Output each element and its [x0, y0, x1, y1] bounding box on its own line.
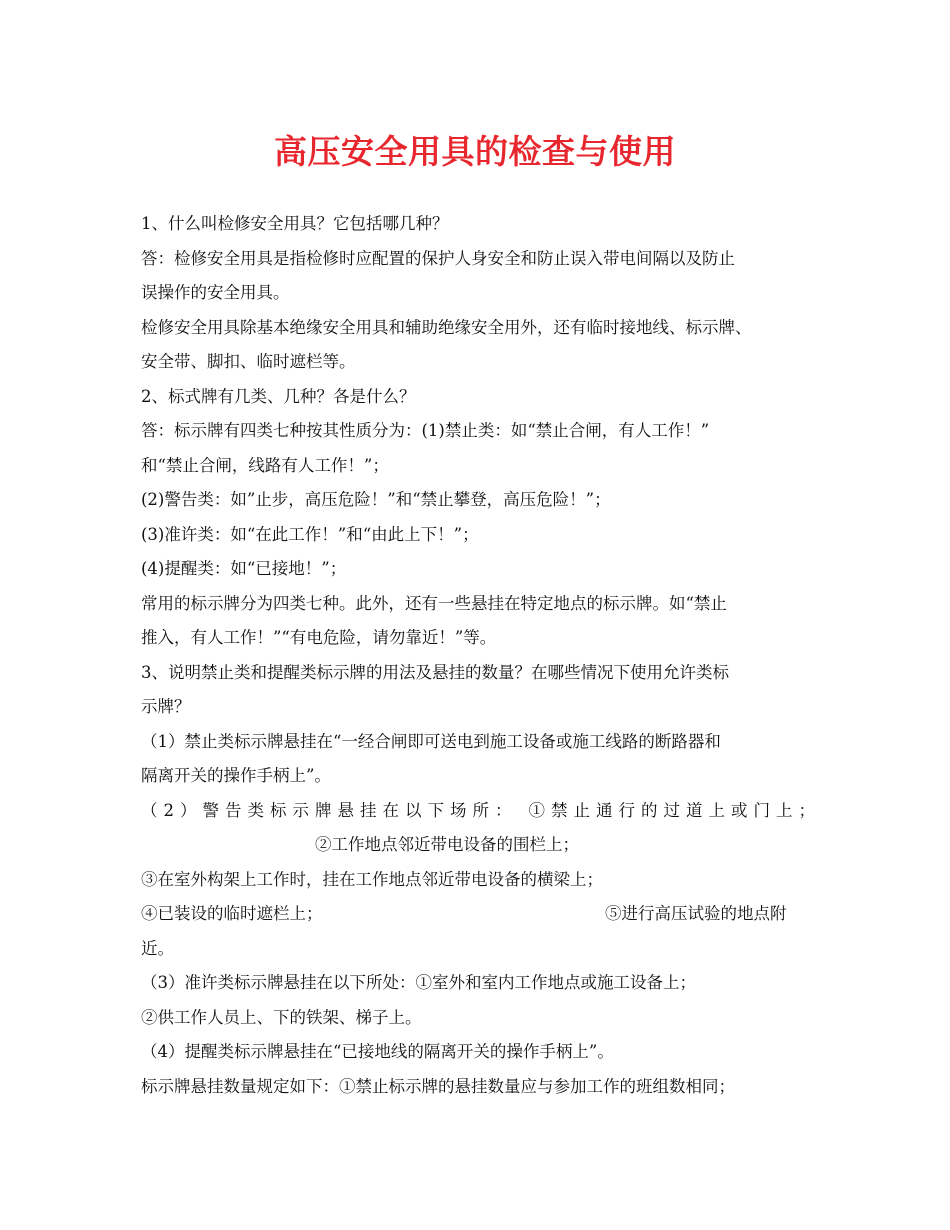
text-line: 答：检修安全用具是指检修时应配置的保护人身安全和防止误入带电间隔以及防止 — [141, 248, 735, 268]
warning-location-2: ②工作地点邻近带电设备的围栏上； — [315, 835, 579, 854]
text-line: (3)准许类：如“在此工作！”和“由此上下！”； — [141, 524, 479, 544]
text-line: 常用的标示牌分为四类七种。此外，还有一些悬挂在特定地点的标示牌。如“禁止 — [141, 593, 727, 613]
text-line: 隔离开关的操作手柄上”。 — [141, 766, 331, 785]
text-line: 和“禁止合闸，线路有人工作！”； — [141, 455, 389, 475]
text-line: （4）提醒类标示牌悬挂在“已接地线的隔离开关的操作手柄上”。 — [141, 1042, 614, 1061]
warning-location-3: ③在室外构架上工作时，挂在工作地点邻近带电设备的横梁上； — [141, 869, 603, 889]
text-line: 推入，有人工作！”“有电危险，请勿靠近！”等。 — [141, 628, 497, 647]
warning-location-5: ⑤进行高压试验的地点附 — [605, 904, 787, 923]
warning-locations-intro: （2）警告类标示牌悬挂在以下场所： — [141, 800, 518, 820]
text-line: 3、说明禁止类和提醒类标示牌的用法及悬挂的数量？在哪些情况下使用允许类标 — [141, 662, 729, 682]
text-line: 1、什么叫检修安全用具？它包括哪几种？ — [141, 214, 449, 233]
warning-location-1: ①禁止通行的过道上或门上； — [528, 800, 821, 820]
text-line: ②供工作人员上、下的铁架、梯子上。 — [141, 1007, 422, 1027]
text-line: 2、标式牌有几类、几种？各是什么？ — [141, 386, 416, 406]
text-line: （1）禁止类标示牌悬挂在“一经合闸即可送电到施工设备或施工线路的断路器和 — [141, 731, 721, 751]
document-title: 高压安全用具的检查与使用 — [274, 132, 676, 171]
text-line: 安全带、脚扣、临时遮栏等。 — [141, 352, 356, 371]
text-line: （3）准许类标示牌悬挂在以下所处：①室外和室内工作地点或施工设备上； — [141, 973, 696, 992]
text-line: 标示牌悬挂数量规定如下：①禁止标示牌的悬挂数量应与参加工作的班组数相同； — [141, 1076, 735, 1096]
text-line: 检修安全用具除基本绝缘安全用具和辅助绝缘安全用外，还有临时接地线、标示牌、 — [141, 317, 752, 337]
document-body — [141, 207, 821, 1104]
text-line: 示牌？ — [141, 697, 191, 716]
text-line: 误操作的安全用具。 — [141, 283, 290, 302]
warning-locations-line — [141, 794, 821, 829]
text-line: 答：标示牌有四类七种按其性质分为：(1)禁止类：如“禁止合闸，有人工作！” — [141, 421, 710, 440]
text-line: (4)提醒类：如“已接地！”； — [141, 559, 347, 578]
text-line: (2)警告类：如”止步，高压危险！”和“禁止攀登，高压危险！”； — [141, 490, 611, 509]
warning-location-4-5-line — [141, 897, 821, 932]
text-line: 近。 — [141, 938, 174, 958]
warning-location-4: ④已装设的临时遮栏上； — [141, 904, 323, 923]
